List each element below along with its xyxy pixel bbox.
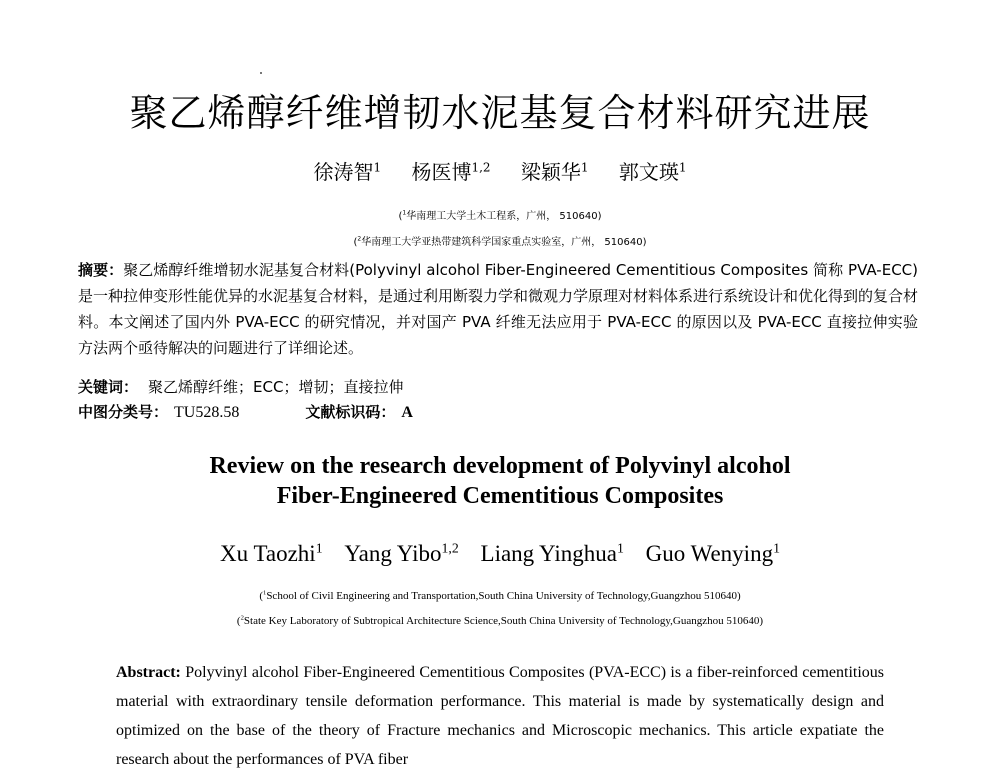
author-chinese: 梁颖华$^1$ <box>520 160 589 184</box>
abstract-label-english: Abstract: <box>116 664 181 681</box>
classification-line <box>78 401 413 422</box>
document-code-value: A <box>401 404 413 421</box>
affiliation-english: ($^1$School of Civil Engineering and Transportation,South China University of Technology,Guangzhou 510640) <box>259 589 741 602</box>
title-chinese: 聚乙烯醇纤维增韧水泥基复合材料研究进展 <box>129 91 871 135</box>
title-english <box>0 451 1000 511</box>
title-english-line-2: Fiber-Engineered Cementitious Composites <box>276 483 724 509</box>
author-english: Liang Yinghua$^1$ <box>480 540 624 566</box>
abstract-english <box>116 658 884 774</box>
scan-speck <box>260 72 262 74</box>
author-english: Guo Wenying$^1$ <box>645 540 780 566</box>
classification-label: 中图分类号： <box>78 403 169 421</box>
author-list-english <box>0 541 1000 567</box>
author-english: Yang Yibo$^{1,2}$ <box>344 540 459 566</box>
document-code-label: 文献标识码： <box>305 403 396 421</box>
affiliation-english: ($^2$State Key Laboratory of Subtropical Architecture Science,South China University of Technology,Guangzhou 510640) <box>236 614 764 627</box>
author-list-chinese <box>0 156 1000 185</box>
abstract-text-chinese: 聚乙烯醇纤维增韧水泥基复合材料(Polyvinyl alcohol Fiber-Engineered Cementitious Composites 简称 PVA-ECC)是一种拉伸变形性能优异的水泥基复合材料，是通过利用断裂力学和微观力学原理对材料体系进行系统设计和优化得到的复合材料。本文阐述了国内外 PVA-ECC 的研究情况，并对国产 PVA 纤维无法应用于 PVA-ECC 的原因以及 PVA-ECC 直接拉伸实验方法两个亟待解决的问题进行了详细论述。 <box>78 261 919 357</box>
abstract-text-english: Polyvinyl alcohol Fiber-Engineered Cementitious Composites (PVA-ECC) is a fiber-reinforced cementitious material with extraordinary tensile deformation performance. This material is made by systematically design and optimized on the base of the theory of Fracture mechanics and Microscopic mechanics. This article expatiate the research about the performances of PVA fiber <box>116 664 884 768</box>
affiliation-chinese: ($^1$华南理工大学土木工程系，广州， 510640) <box>398 209 602 222</box>
keywords-text: 聚乙烯醇纤维；ECC；增韧；直接拉伸 <box>148 378 404 396</box>
keywords-label: 关键词： <box>78 378 139 396</box>
classification-value: TU528.58 <box>174 404 240 421</box>
abstract-chinese <box>78 257 918 361</box>
author-english: Xu Taozhi$^1$ <box>220 540 323 566</box>
author-chinese: 徐涛智$^1$ <box>313 160 382 184</box>
keywords-chinese <box>78 376 403 397</box>
affiliation-chinese: ($^2$华南理工大学亚热带建筑科学国家重点实验室，广州， 510640) <box>353 235 647 248</box>
abstract-label-chinese: 摘要： <box>78 261 124 279</box>
author-chinese: 杨医博$^{1,2}$ <box>411 160 491 184</box>
title-english-line-1: Review on the research development of Polyvinyl alcohol <box>209 453 791 479</box>
author-chinese: 郭文瑛$^1$ <box>618 160 687 184</box>
